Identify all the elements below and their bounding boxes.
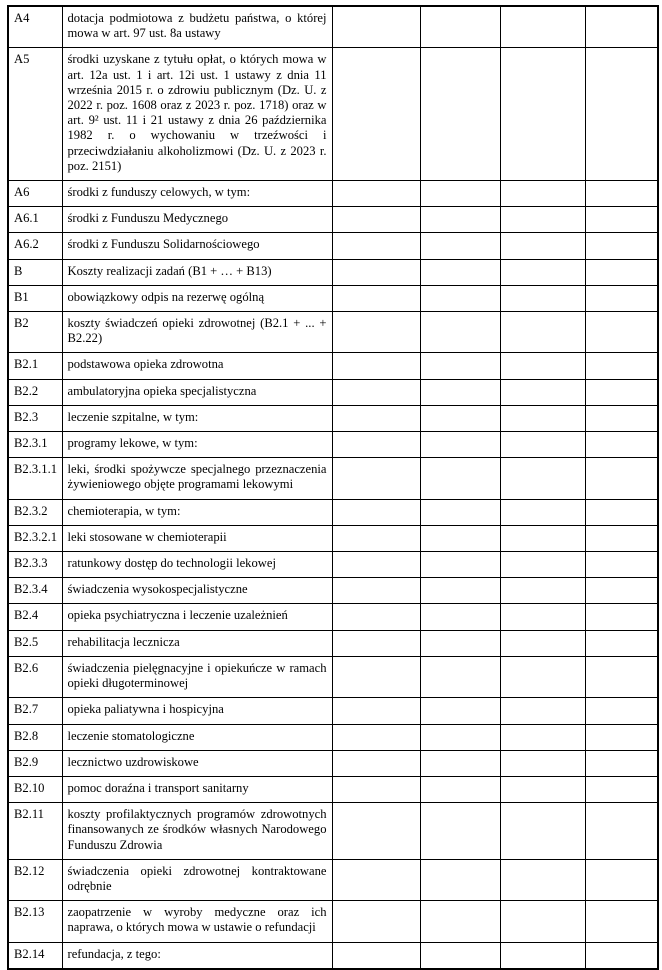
row-code: B2.3.4 (8, 578, 62, 604)
row-value-cell-4 (585, 803, 658, 860)
row-value-cell-2 (420, 259, 500, 285)
row-description: świadczenia pielęgnacyjne i opiekuńcze w ramach opieki długoterminowej (62, 656, 332, 697)
table-row (8, 525, 658, 551)
row-value-cell-3 (500, 803, 585, 860)
row-value-cell-4 (585, 630, 658, 656)
row-description: świadczenia wysokospecjalistyczne (62, 578, 332, 604)
table-row (8, 259, 658, 285)
table-row (8, 724, 658, 750)
row-value-cell-2 (420, 525, 500, 551)
row-code: B2.14 (8, 942, 62, 969)
row-code: B2 (8, 312, 62, 353)
row-code: B2.3.1.1 (8, 458, 62, 499)
table-row (8, 578, 658, 604)
row-value-cell-4 (585, 552, 658, 578)
row-code: A5 (8, 48, 62, 181)
table-row (8, 285, 658, 311)
row-code: B2.4 (8, 604, 62, 630)
row-value-cell-1 (332, 578, 420, 604)
row-value-cell-1 (332, 207, 420, 233)
row-value-cell-2 (420, 750, 500, 776)
row-value-cell-4 (585, 259, 658, 285)
row-value-cell-1 (332, 458, 420, 499)
table-row (8, 552, 658, 578)
row-value-cell-4 (585, 432, 658, 458)
row-description: leki stosowane w chemioterapii (62, 525, 332, 551)
table-row (8, 207, 658, 233)
table-row (8, 698, 658, 724)
row-value-cell-2 (420, 379, 500, 405)
table-row (8, 942, 658, 969)
row-value-cell-3 (500, 656, 585, 697)
row-value-cell-1 (332, 379, 420, 405)
row-description: programy lekowe, w tym: (62, 432, 332, 458)
row-value-cell-2 (420, 724, 500, 750)
row-value-cell-1 (332, 901, 420, 942)
row-value-cell-3 (500, 285, 585, 311)
row-value-cell-2 (420, 776, 500, 802)
table-row (8, 656, 658, 697)
row-value-cell-1 (332, 859, 420, 900)
table-row (8, 48, 658, 181)
row-value-cell-4 (585, 942, 658, 969)
row-value-cell-4 (585, 458, 658, 499)
table-row (8, 750, 658, 776)
row-value-cell-4 (585, 525, 658, 551)
row-value-cell-1 (332, 233, 420, 259)
row-value-cell-3 (500, 48, 585, 181)
row-value-cell-4 (585, 285, 658, 311)
row-value-cell-2 (420, 233, 500, 259)
row-code: B2.3 (8, 405, 62, 431)
row-value-cell-1 (332, 353, 420, 379)
table-row (8, 630, 658, 656)
row-value-cell-1 (332, 499, 420, 525)
row-description: ambulatoryjna opieka specjalistyczna (62, 379, 332, 405)
row-value-cell-2 (420, 6, 500, 48)
row-value-cell-1 (332, 259, 420, 285)
row-value-cell-3 (500, 233, 585, 259)
row-value-cell-3 (500, 379, 585, 405)
row-value-cell-1 (332, 803, 420, 860)
row-value-cell-1 (332, 432, 420, 458)
row-code: B2.10 (8, 776, 62, 802)
row-value-cell-3 (500, 353, 585, 379)
row-value-cell-4 (585, 698, 658, 724)
row-value-cell-1 (332, 776, 420, 802)
row-description: refundacja, z tego: (62, 942, 332, 969)
row-value-cell-1 (332, 604, 420, 630)
row-value-cell-4 (585, 379, 658, 405)
table-row (8, 405, 658, 431)
row-value-cell-3 (500, 578, 585, 604)
row-code: A6 (8, 181, 62, 207)
row-description: podstawowa opieka zdrowotna (62, 353, 332, 379)
table-row (8, 604, 658, 630)
row-description: leki, środki spożywcze specjalnego przeznaczenia żywieniowego objęte programami lekowymi (62, 458, 332, 499)
row-description: środki uzyskane z tytułu opłat, o których mowa w art. 12a ust. 1 i art. 12i ust. 1 ustawy z dnia 11 września 2015 r. o zdrowiu publicznym (Dz. U. z 2022 r. poz. 1608 oraz z 2023 r. poz. 1718) oraz w art. 9² ust. 11 i 21 ustawy z dnia 26 października 1982 r. o wychowaniu w trzeźwości i przeciwdziałaniu alkoholizmowi (Dz. U. z 2023 r. poz. 2151) (62, 48, 332, 181)
row-value-cell-4 (585, 207, 658, 233)
row-value-cell-4 (585, 859, 658, 900)
row-value-cell-4 (585, 776, 658, 802)
row-code: B2.3.2.1 (8, 525, 62, 551)
row-value-cell-3 (500, 458, 585, 499)
table-row (8, 312, 658, 353)
row-value-cell-2 (420, 803, 500, 860)
row-value-cell-3 (500, 901, 585, 942)
row-value-cell-2 (420, 405, 500, 431)
row-value-cell-2 (420, 499, 500, 525)
row-value-cell-4 (585, 353, 658, 379)
row-value-cell-1 (332, 312, 420, 353)
row-description: środki z Funduszu Solidarnościowego (62, 233, 332, 259)
row-value-cell-2 (420, 578, 500, 604)
row-value-cell-1 (332, 698, 420, 724)
budget-plan-table (7, 5, 659, 970)
table-row (8, 379, 658, 405)
row-value-cell-2 (420, 285, 500, 311)
row-value-cell-2 (420, 458, 500, 499)
row-code: B1 (8, 285, 62, 311)
row-value-cell-1 (332, 724, 420, 750)
table-row (8, 859, 658, 900)
row-code: B2.5 (8, 630, 62, 656)
row-code: B2.3.3 (8, 552, 62, 578)
table-row (8, 901, 658, 942)
row-value-cell-3 (500, 6, 585, 48)
row-value-cell-1 (332, 405, 420, 431)
row-value-cell-4 (585, 656, 658, 697)
table-row (8, 353, 658, 379)
row-value-cell-1 (332, 6, 420, 48)
row-code: B2.9 (8, 750, 62, 776)
row-description: dotacja podmiotowa z budżetu państwa, o której mowa w art. 97 ust. 8a ustawy (62, 6, 332, 48)
row-value-cell-3 (500, 499, 585, 525)
row-value-cell-3 (500, 776, 585, 802)
row-value-cell-2 (420, 353, 500, 379)
table-row (8, 181, 658, 207)
row-code: A6.2 (8, 233, 62, 259)
row-value-cell-2 (420, 181, 500, 207)
row-value-cell-1 (332, 552, 420, 578)
row-value-cell-2 (420, 207, 500, 233)
row-description: opieka paliatywna i hospicyjna (62, 698, 332, 724)
row-value-cell-3 (500, 552, 585, 578)
row-description: leczenie stomatologiczne (62, 724, 332, 750)
row-value-cell-3 (500, 207, 585, 233)
row-description: zaopatrzenie w wyroby medyczne oraz ich naprawa, o których mowa w ustawie o refundacji (62, 901, 332, 942)
row-value-cell-2 (420, 432, 500, 458)
row-value-cell-1 (332, 285, 420, 311)
row-description: lecznictwo uzdrowiskowe (62, 750, 332, 776)
row-value-cell-3 (500, 724, 585, 750)
row-code: B2.7 (8, 698, 62, 724)
row-description: ratunkowy dostęp do technologii lekowej (62, 552, 332, 578)
row-code: B2.11 (8, 803, 62, 860)
row-value-cell-3 (500, 859, 585, 900)
row-value-cell-3 (500, 432, 585, 458)
row-value-cell-3 (500, 181, 585, 207)
row-code: B2.2 (8, 379, 62, 405)
row-value-cell-3 (500, 604, 585, 630)
row-value-cell-3 (500, 630, 585, 656)
row-code: A4 (8, 6, 62, 48)
row-value-cell-1 (332, 525, 420, 551)
row-value-cell-2 (420, 312, 500, 353)
table-row (8, 776, 658, 802)
table-row (8, 803, 658, 860)
row-value-cell-2 (420, 604, 500, 630)
row-description: środki z Funduszu Medycznego (62, 207, 332, 233)
row-value-cell-3 (500, 259, 585, 285)
row-description: chemioterapia, w tym: (62, 499, 332, 525)
table-row (8, 499, 658, 525)
row-code: B (8, 259, 62, 285)
row-code: A6.1 (8, 207, 62, 233)
row-description: środki z funduszy celowych, w tym: (62, 181, 332, 207)
row-code: B2.13 (8, 901, 62, 942)
row-value-cell-4 (585, 578, 658, 604)
row-value-cell-4 (585, 312, 658, 353)
row-value-cell-2 (420, 630, 500, 656)
row-value-cell-3 (500, 942, 585, 969)
row-code: B2.1 (8, 353, 62, 379)
row-value-cell-1 (332, 942, 420, 969)
row-description: pomoc doraźna i transport sanitarny (62, 776, 332, 802)
row-value-cell-2 (420, 48, 500, 181)
row-value-cell-4 (585, 901, 658, 942)
table-row (8, 233, 658, 259)
row-value-cell-1 (332, 630, 420, 656)
row-value-cell-4 (585, 48, 658, 181)
row-value-cell-4 (585, 724, 658, 750)
table-row (8, 432, 658, 458)
row-value-cell-3 (500, 698, 585, 724)
row-value-cell-3 (500, 750, 585, 776)
row-value-cell-2 (420, 859, 500, 900)
row-description: rehabilitacja lecznicza (62, 630, 332, 656)
row-value-cell-4 (585, 233, 658, 259)
row-value-cell-1 (332, 48, 420, 181)
row-code: B2.3.1 (8, 432, 62, 458)
row-value-cell-4 (585, 750, 658, 776)
table-body (8, 6, 658, 969)
row-value-cell-4 (585, 6, 658, 48)
row-value-cell-1 (332, 750, 420, 776)
row-value-cell-4 (585, 181, 658, 207)
row-description: leczenie szpitalne, w tym: (62, 405, 332, 431)
row-description: koszty profilaktycznych programów zdrowotnych finansowanych ze środków własnych Narodowego Funduszu Zdrowia (62, 803, 332, 860)
row-value-cell-2 (420, 698, 500, 724)
row-description: obowiązkowy odpis na rezerwę ogólną (62, 285, 332, 311)
row-code: B2.3.2 (8, 499, 62, 525)
row-value-cell-3 (500, 312, 585, 353)
row-value-cell-2 (420, 942, 500, 969)
table-row (8, 6, 658, 48)
row-value-cell-1 (332, 656, 420, 697)
row-value-cell-2 (420, 552, 500, 578)
row-value-cell-4 (585, 604, 658, 630)
row-description: opieka psychiatryczna i leczenie uzależnień (62, 604, 332, 630)
row-value-cell-2 (420, 656, 500, 697)
row-value-cell-1 (332, 181, 420, 207)
row-value-cell-4 (585, 405, 658, 431)
row-code: B2.6 (8, 656, 62, 697)
row-code: B2.8 (8, 724, 62, 750)
row-description: Koszty realizacji zadań (B1 + … + B13) (62, 259, 332, 285)
row-description: świadczenia opieki zdrowotnej kontraktowane odrębnie (62, 859, 332, 900)
row-value-cell-3 (500, 525, 585, 551)
row-value-cell-4 (585, 499, 658, 525)
row-description: koszty świadczeń opieki zdrowotnej (B2.1 + ... + B2.22) (62, 312, 332, 353)
table-row (8, 458, 658, 499)
row-value-cell-3 (500, 405, 585, 431)
row-value-cell-2 (420, 901, 500, 942)
row-code: B2.12 (8, 859, 62, 900)
